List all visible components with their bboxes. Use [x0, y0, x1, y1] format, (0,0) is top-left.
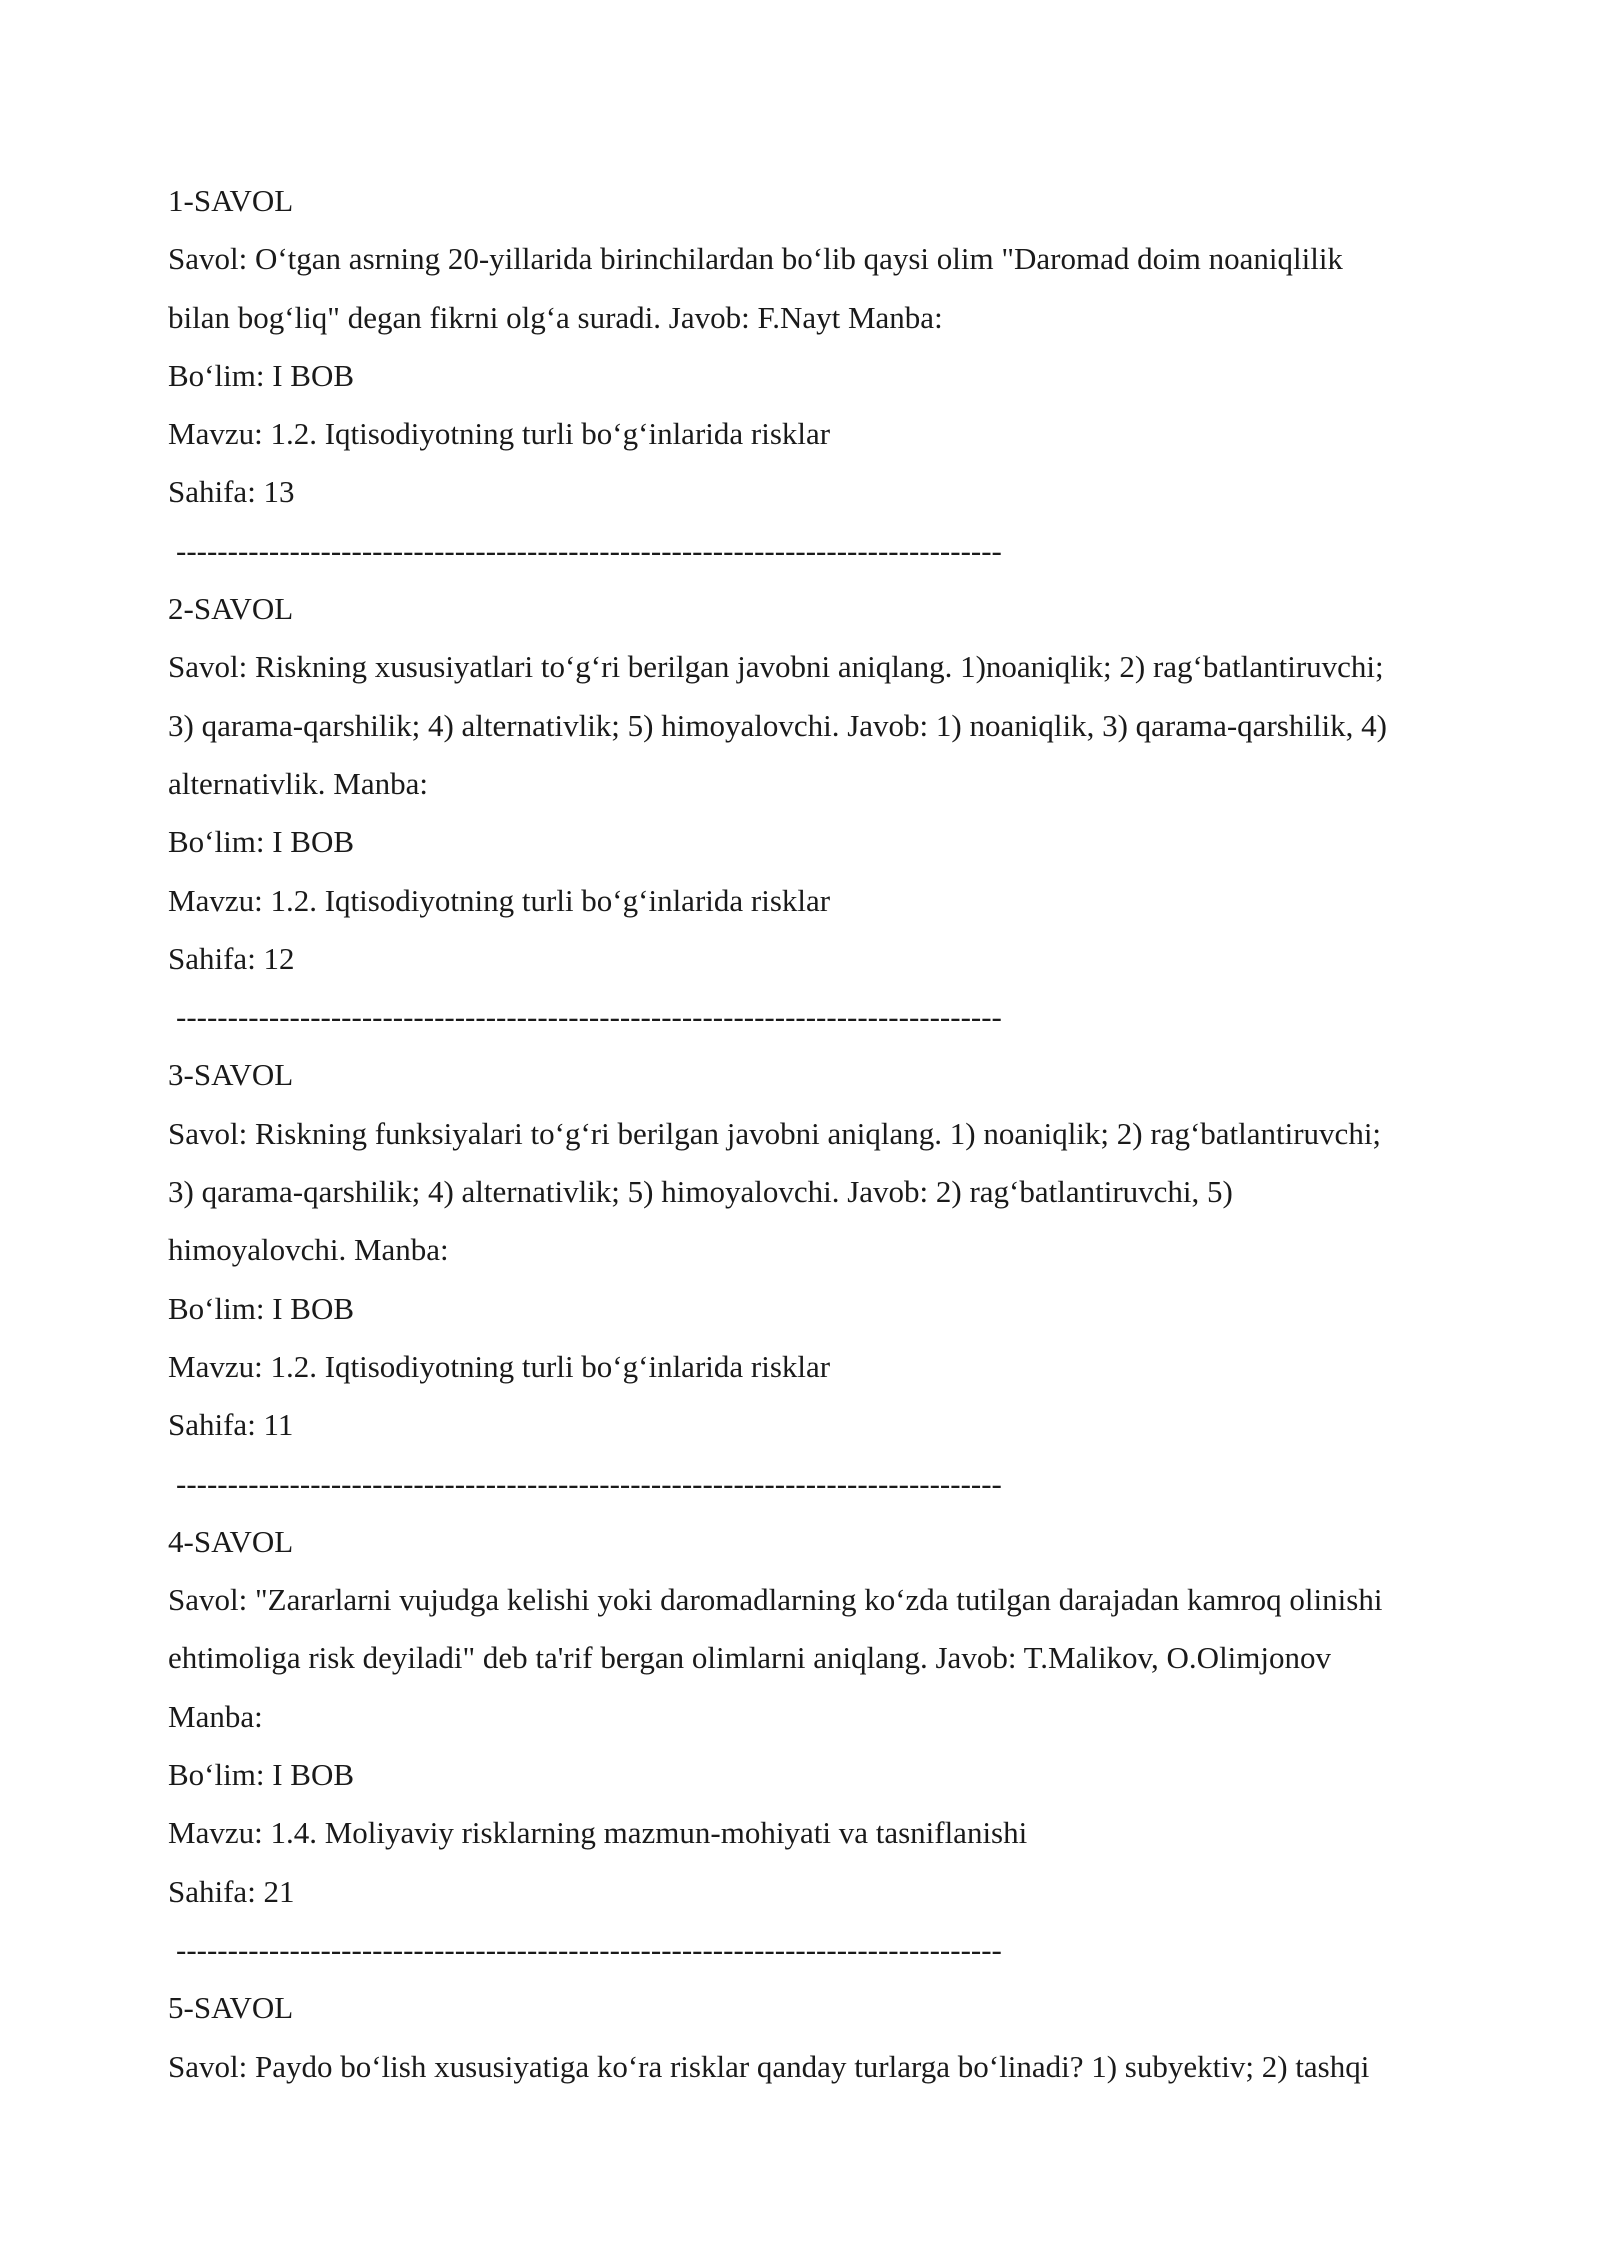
question-text-line: ehtimoliga risk deyiladi" deb ta'rif bergan olimlarni aniqlang. Javob: T.Malikov, O.Olimjonov — [168, 1640, 1332, 1676]
question-block-4 — [168, 1513, 1458, 1979]
separator-line: -------------------------------------------------------------------------------- — [176, 999, 1002, 1035]
separator-line: -------------------------------------------------------------------------------- — [176, 1931, 1002, 1967]
question-header: 1-SAVOL — [168, 183, 294, 218]
question-page: Sahifa: 11 — [168, 1407, 294, 1443]
question-header: 4-SAVOL — [168, 1523, 294, 1559]
question-topic: Mavzu: 1.2. Iqtisodiyotning turli bo‘g‘inlarida risklar — [168, 1348, 831, 1384]
question-text-line: Savol: O‘tgan asrning 20-yillarida birinchilardan bo‘lib qaysi olim "Daromad doim noaniqlilik — [168, 241, 1343, 277]
question-text-line: Savol: Riskning funksiyalari to‘g‘ri berilgan javobni aniqlang. 1) noaniqlik; 2) rag‘batlantiruvchi; — [168, 1115, 1382, 1151]
separator-line: -------------------------------------------------------------------------------- — [176, 1465, 1002, 1501]
question-text-line: Savol: "Zararlarni vujudga kelishi yoki daromadlarning ko‘zda tutilgan darajadan kamroq olinishi — [168, 1582, 1383, 1618]
question-text-line: bilan bog‘liq" degan fikrni olg‘a suradi. Javob: F.Nayt Manba: — [168, 299, 943, 335]
question-page: Sahifa: 21 — [168, 1873, 295, 1909]
question-text-line: Savol: Paydo bo‘lish xususiyatiga ko‘ra risklar qanday turlarga bo‘linadi? 1) subyektiv; 2) tashqi — [168, 2048, 1370, 2084]
question-section: Bo‘lim: I BOB — [168, 824, 355, 860]
question-text-line: Savol: Riskning xususiyatlari to‘g‘ri berilgan javobni aniqlang. 1)noaniqlik; 2) rag‘batlantiruvchi; — [168, 649, 1384, 685]
question-text-line: Manba: — [168, 1698, 263, 1734]
question-block-5 — [168, 1979, 1458, 2096]
question-text-line: himoyalovchi. Manba: — [168, 1232, 449, 1268]
question-block-2 — [168, 580, 1458, 1046]
question-header: 2-SAVOL — [168, 591, 294, 627]
question-topic: Mavzu: 1.4. Moliyaviy risklarning mazmun-mohiyati va tasniflanishi — [168, 1815, 1028, 1851]
question-topic: Mavzu: 1.2. Iqtisodiyotning turli bo‘g‘inlarida risklar — [168, 416, 831, 452]
question-header: 3-SAVOL — [168, 1057, 294, 1093]
question-section: Bo‘lim: I BOB — [168, 1290, 355, 1326]
question-section: Bo‘lim: I BOB — [168, 1757, 355, 1793]
question-section: Bo‘lim: I BOB — [168, 357, 355, 393]
question-page: Sahifa: 12 — [168, 940, 295, 976]
document-page — [168, 172, 1458, 2096]
question-text-line: 3) qarama-qarshilik; 4) alternativlik; 5) himoyalovchi. Javob: 2) rag‘batlantiruvchi, 5) — [168, 1174, 1233, 1210]
separator-line: -------------------------------------------------------------------------------- — [176, 532, 1002, 568]
question-page: Sahifa: 13 — [168, 474, 295, 510]
question-header: 5-SAVOL — [168, 1990, 294, 2026]
question-block-3 — [168, 1046, 1458, 1512]
question-text-line: 3) qarama-qarshilik; 4) alternativlik; 5) himoyalovchi. Javob: 1) noaniqlik, 3) qarama-qarshilik, 4) — [168, 707, 1387, 743]
question-block-1 — [168, 172, 1458, 580]
question-text-line: alternativlik. Manba: — [168, 765, 428, 801]
question-topic: Mavzu: 1.2. Iqtisodiyotning turli bo‘g‘inlarida risklar — [168, 882, 831, 918]
